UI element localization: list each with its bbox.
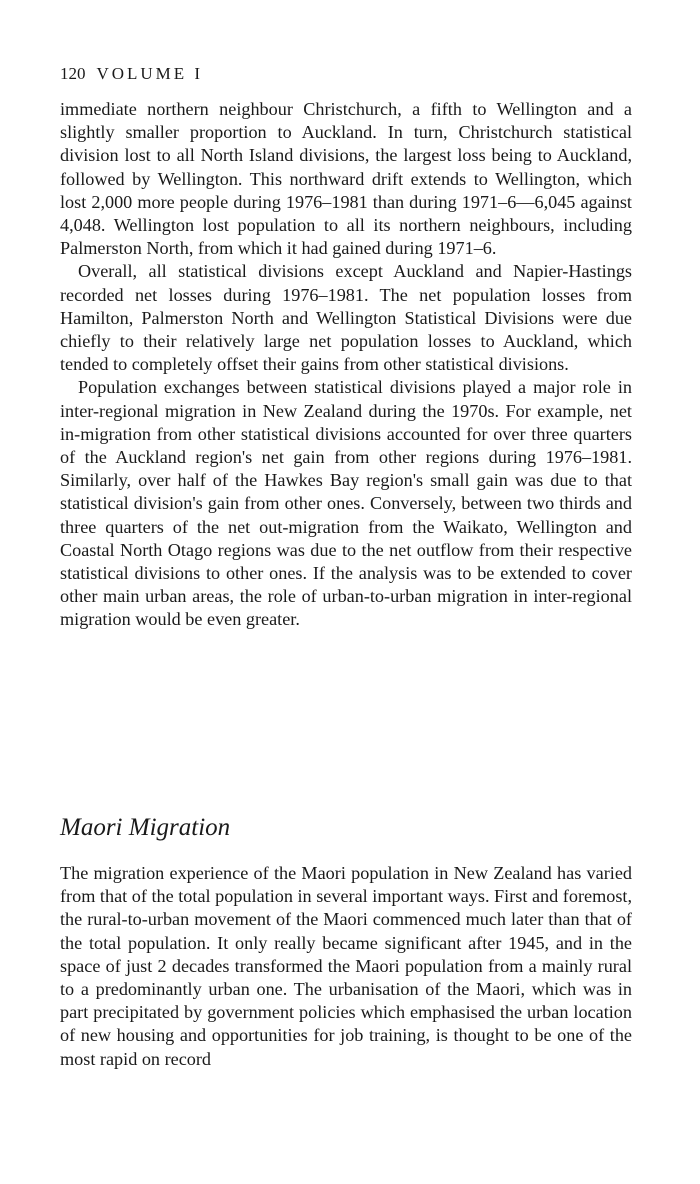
paragraph-continued: immediate northern neighbour Christchurch, a fifth to Wellington and a slightly smaller proportion to Auckland. In turn, Christchurch statistical division lost to all North Island divisions, the largest loss being to Auckland, followed by Wellington. This northward drift extends to Wellington, which lost 2,000 more people during 1976–1981 than during 1971–6—6,045 against 4,048. Wellington lost population to all its northern neighbours, including Palmerston North, from which it had gained during 1971–6. [60, 99, 632, 259]
body-text-top [60, 98, 632, 632]
paragraph-statistical-divisions-losses: Overall, all statistical divisions except Auckland and Napier-Hastings recorded net losses during 1976–1981. The net population losses from Hamilton, Palmerston North and Wellington Statistical Divisions were due chiefly to their relatively large net population losses to Auckland, which tended to completely offset their gains from other statistical divisions. [60, 261, 632, 375]
body-text-section [60, 862, 632, 1071]
paragraph-maori-migration: The migration experience of the Maori population in New Zealand has varied from that of the total population in several important ways. First and foremost, the rural-to-urban movement of the Maori commenced much later than that of the total population. It only really became significant after 1945, and in the space of just 2 decades transformed the Maori population from a mainly rural to a predominantly urban one. The urbanisation of the Maori, which was in part precipitated by government policies which emphasised the urban location of new housing and opportunities for job training, is thought to be one of the most rapid on record [60, 863, 632, 1069]
volume-label: VOLUME I [96, 64, 204, 83]
page-number: 120 [60, 64, 86, 83]
section-heading: Maori Migration [60, 814, 231, 841]
paragraph-population-exchanges: Population exchanges between statistical divisions played a major role in inter-regional migration in New Zealand during the 1970s. For example, net in-migration from other statistical divisions accounted for over three quarters of the Auckland region's net gain from other regions during 1976–1981. Similarly, over half of the Hawkes Bay region's small gain was due to that statistical division's gain from other ones. Conversely, between two thirds and three quarters of the net out-migration from the Waikato, Wellington and Coastal North Otago regions was due to the net outflow from their respective statistical divisions to other ones. If the analysis was to be extended to cover other main urban areas, the role of urban-to-urban migration in inter-regional migration would be even greater. [60, 377, 632, 630]
running-head [60, 62, 203, 86]
